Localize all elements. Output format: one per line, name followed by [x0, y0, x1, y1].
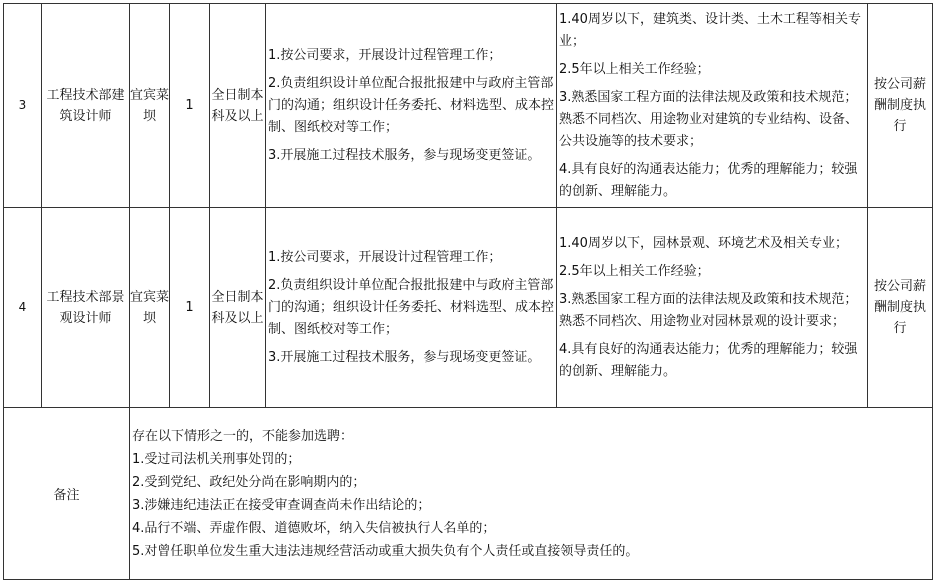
requirement-item: 3.熟悉国家工程方面的法律法规及政策和技术规范；熟悉不同档次、用途物业对园林景观的设计要求； — [559, 291, 858, 329]
location-cell: 宜宾菜坝 — [130, 4, 170, 208]
duties-cell — [266, 4, 557, 208]
requirements-cell — [557, 4, 868, 208]
salary-cell: 按公司薪酬制度执行 — [868, 208, 933, 408]
remarks-title: 备注 — [4, 408, 130, 580]
remarks-row — [4, 408, 933, 580]
remarks-body — [130, 408, 933, 580]
requirement-item: 4.具有良好的沟通表达能力；优秀的理解能力；较强的创新、理解能力。 — [559, 161, 858, 199]
duty-item: 1.按公司要求，开展设计过程管理工作； — [268, 47, 502, 63]
row-index: 4 — [4, 208, 42, 408]
salary-cell: 按公司薪酬制度执行 — [868, 4, 933, 208]
table-row — [4, 208, 933, 408]
remarks-line: 3.涉嫌违纪违法正在接受审查调查尚未作出结论的； — [132, 497, 431, 513]
requirement-item: 3.熟悉国家工程方面的法律法规及政策和技术规范；熟悉不同档次、用途物业对建筑的专业结构、设备、公共设施等的技术要求； — [559, 89, 859, 149]
requirement-item: 4.具有良好的沟通表达能力；优秀的理解能力；较强的创新、理解能力。 — [559, 341, 858, 379]
duty-item: 1.按公司要求，开展设计过程管理工作； — [268, 249, 502, 265]
remarks-line: 1.受过司法机关刑事处罚的； — [132, 451, 301, 467]
requirement-item: 2.5年以上相关工作经验； — [559, 263, 710, 279]
requirement-item: 2.5年以上相关工作经验； — [559, 61, 710, 77]
table-row — [4, 4, 933, 208]
education-cell: 全日制本科及以上 — [210, 4, 266, 208]
remarks-line: 5.对曾任职单位发生重大违法违规经营活动或重大损失负有个人责任或直接领导责任的。 — [132, 543, 639, 559]
count-cell: 1 — [170, 4, 210, 208]
duties-cell — [266, 208, 557, 408]
duty-item: 2.负责组织设计单位配合报批报建中与政府主管部门的沟通；组织设计任务委托、材料选型、成本控制、图纸校对等工作； — [268, 75, 555, 135]
location-cell: 宜宾菜坝 — [130, 208, 170, 408]
remarks-line: 存在以下情形之一的，不能参加选聘： — [132, 428, 354, 444]
recruitment-table — [3, 3, 933, 580]
count-cell: 1 — [170, 208, 210, 408]
row-index: 3 — [4, 4, 42, 208]
education-cell: 全日制本科及以上 — [210, 208, 266, 408]
duty-item: 2.负责组织设计单位配合报批报建中与政府主管部门的沟通；组织设计任务委托、材料选型、成本控制、图纸校对等工作； — [268, 277, 555, 337]
duty-item: 3.开展施工过程技术服务，参与现场变更签证。 — [268, 147, 541, 163]
requirement-item: 1.40周岁以下，园林景观、环境艺术及相关专业； — [559, 235, 848, 251]
position-cell: 工程技术部建筑设计师 — [42, 4, 130, 208]
remarks-line: 2.受到党纪、政纪处分尚在影响期内的； — [132, 474, 366, 490]
remarks-line: 4.品行不端、弄虚作假、道德败坏，纳入失信被执行人名单的； — [132, 520, 496, 536]
duty-item: 3.开展施工过程技术服务，参与现场变更签证。 — [268, 349, 541, 365]
requirement-item: 1.40周岁以下，建筑类、设计类、土木工程等相关专业； — [559, 11, 861, 49]
requirements-cell — [557, 208, 868, 408]
position-cell: 工程技术部景观设计师 — [42, 208, 130, 408]
